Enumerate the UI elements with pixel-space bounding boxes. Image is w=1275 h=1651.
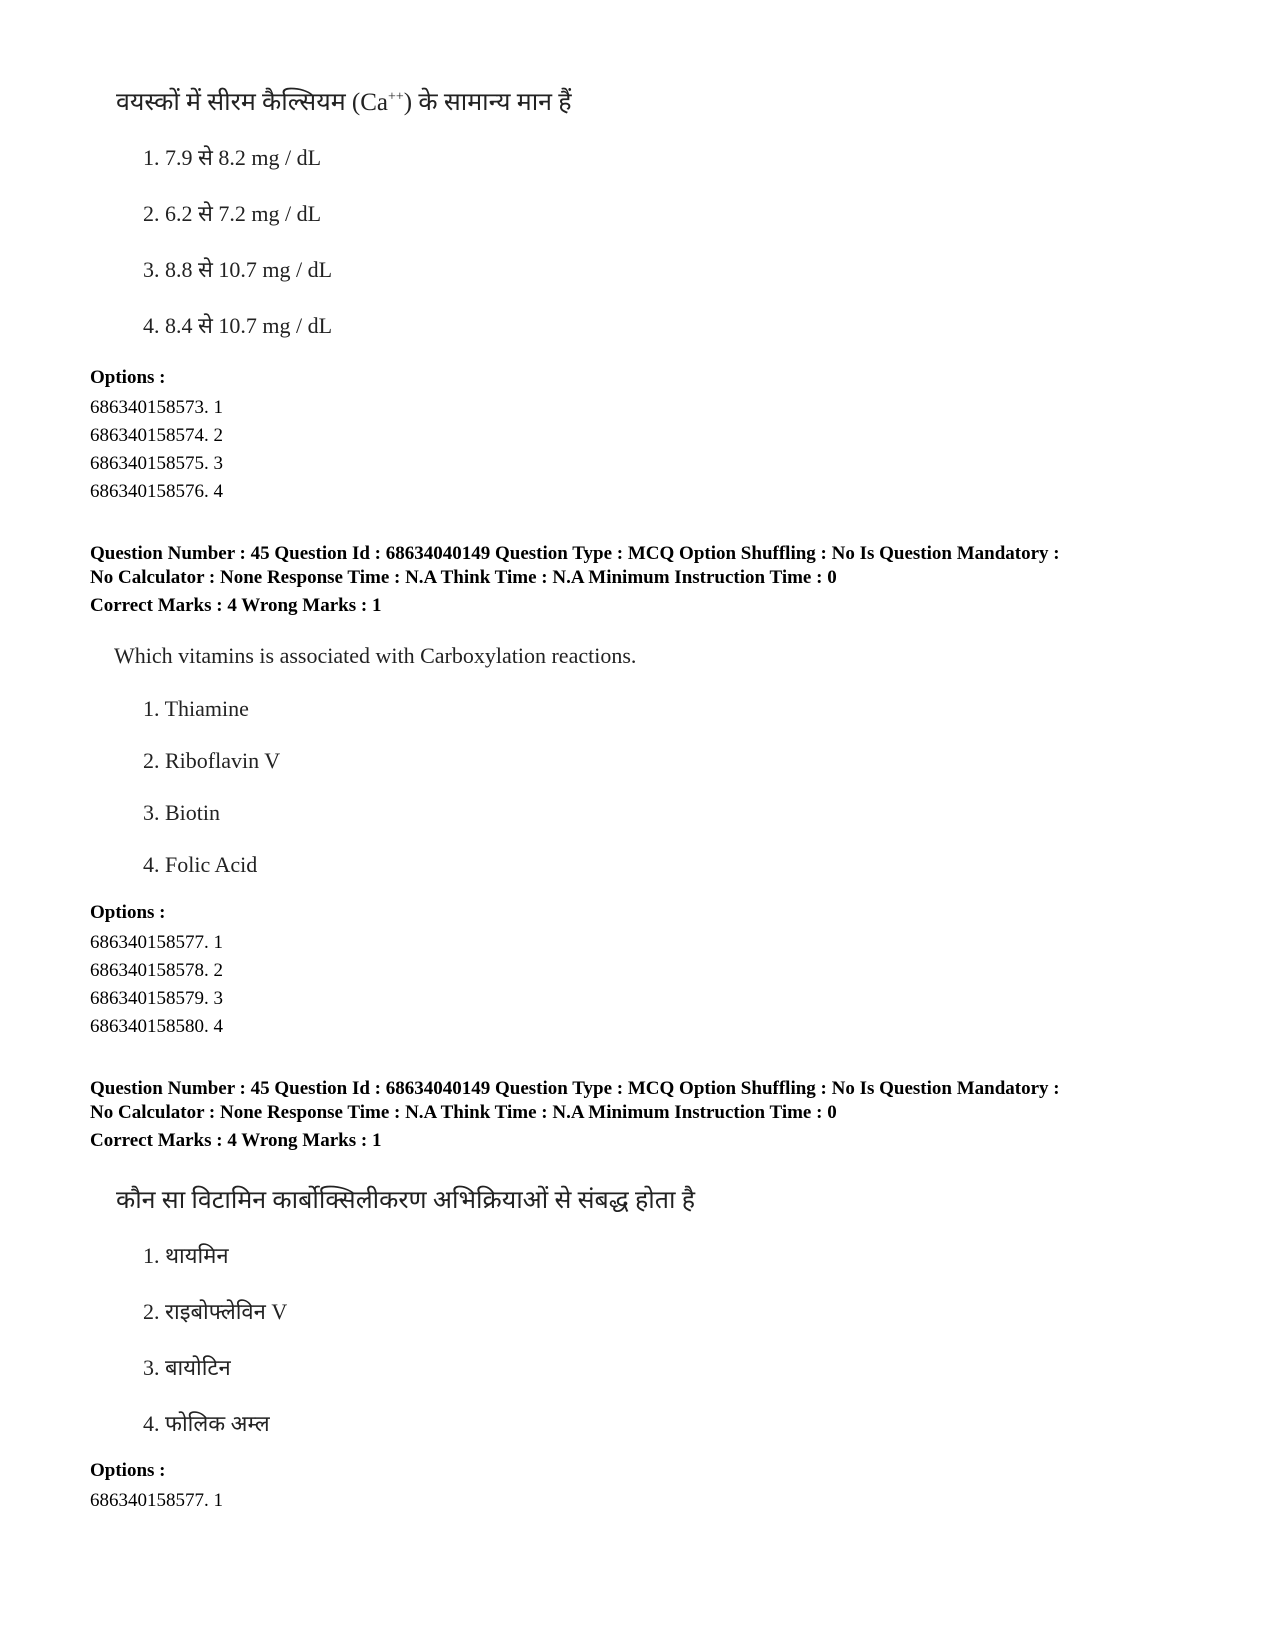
meta-line: Question Number : 45 Question Id : 68634040149 Question Type : MCQ Option Shuffling : No Is Question Mandatory : xyxy=(90,543,1060,564)
question-meta xyxy=(90,1077,1060,1153)
choice-1: 1. Thiamine xyxy=(143,696,249,721)
choice-3: 3. 8.8 से 10.7 mg / dL xyxy=(143,257,333,282)
question-text: Which vitamins is associated with Carboxylation reactions. xyxy=(114,643,637,668)
choice-4: 4. फोलिक अम्ल xyxy=(143,1411,270,1436)
question-meta xyxy=(90,542,1060,618)
options-list xyxy=(90,929,223,1041)
meta-line: No Calculator : None Response Time : N.A Think Time : N.A Minimum Instruction Time : 0 xyxy=(90,567,837,588)
option-id: 686340158577. 1 xyxy=(90,932,223,953)
choice-2: 2. राइबोफ्लेविन V xyxy=(143,1299,288,1324)
options-label: Options : xyxy=(90,902,166,923)
options-list xyxy=(90,394,223,506)
choice-2: 2. Riboflavin V xyxy=(143,748,281,773)
choice-4: 4. 8.4 से 10.7 mg / dL xyxy=(143,313,333,338)
choice-3: 3. बायोटिन xyxy=(143,1355,231,1380)
options-label: Options : xyxy=(90,1460,166,1481)
question-text-part: वयस्कों में सीरम कैल्सियम (Ca xyxy=(116,89,388,116)
choice-2: 2. 6.2 से 7.2 mg / dL xyxy=(143,201,322,226)
option-id: 686340158577. 1 xyxy=(90,1490,223,1511)
choice-1: 1. 7.9 से 8.2 mg / dL xyxy=(143,145,322,170)
marks-line: Correct Marks : 4 Wrong Marks : 1 xyxy=(90,1130,382,1151)
option-id: 686340158578. 2 xyxy=(90,960,223,981)
question-text: कौन सा विटामिन कार्बोक्सिलीकरण अभिक्रियाओं से संबद्ध होता है xyxy=(116,1187,696,1214)
choice-4: 4. Folic Acid xyxy=(143,852,258,877)
superscript: ++ xyxy=(388,89,404,105)
question-text xyxy=(116,84,572,118)
options-list xyxy=(90,1487,223,1515)
marks-line: Correct Marks : 4 Wrong Marks : 1 xyxy=(90,595,382,616)
option-id: 686340158580. 4 xyxy=(90,1016,223,1037)
choice-3: 3. Biotin xyxy=(143,800,221,825)
meta-line: No Calculator : None Response Time : N.A Think Time : N.A Minimum Instruction Time : 0 xyxy=(90,1102,837,1123)
meta-line: Question Number : 45 Question Id : 68634040149 Question Type : MCQ Option Shuffling : No Is Question Mandatory : xyxy=(90,1078,1060,1099)
option-id: 686340158576. 4 xyxy=(90,481,223,502)
options-label: Options : xyxy=(90,367,166,388)
choice-1: 1. थायमिन xyxy=(143,1243,229,1268)
option-id: 686340158574. 2 xyxy=(90,425,223,446)
option-id: 686340158573. 1 xyxy=(90,397,223,418)
option-id: 686340158575. 3 xyxy=(90,453,223,474)
option-id: 686340158579. 3 xyxy=(90,988,223,1009)
question-text-part: ) के सामान्य मान हैं xyxy=(403,89,572,116)
